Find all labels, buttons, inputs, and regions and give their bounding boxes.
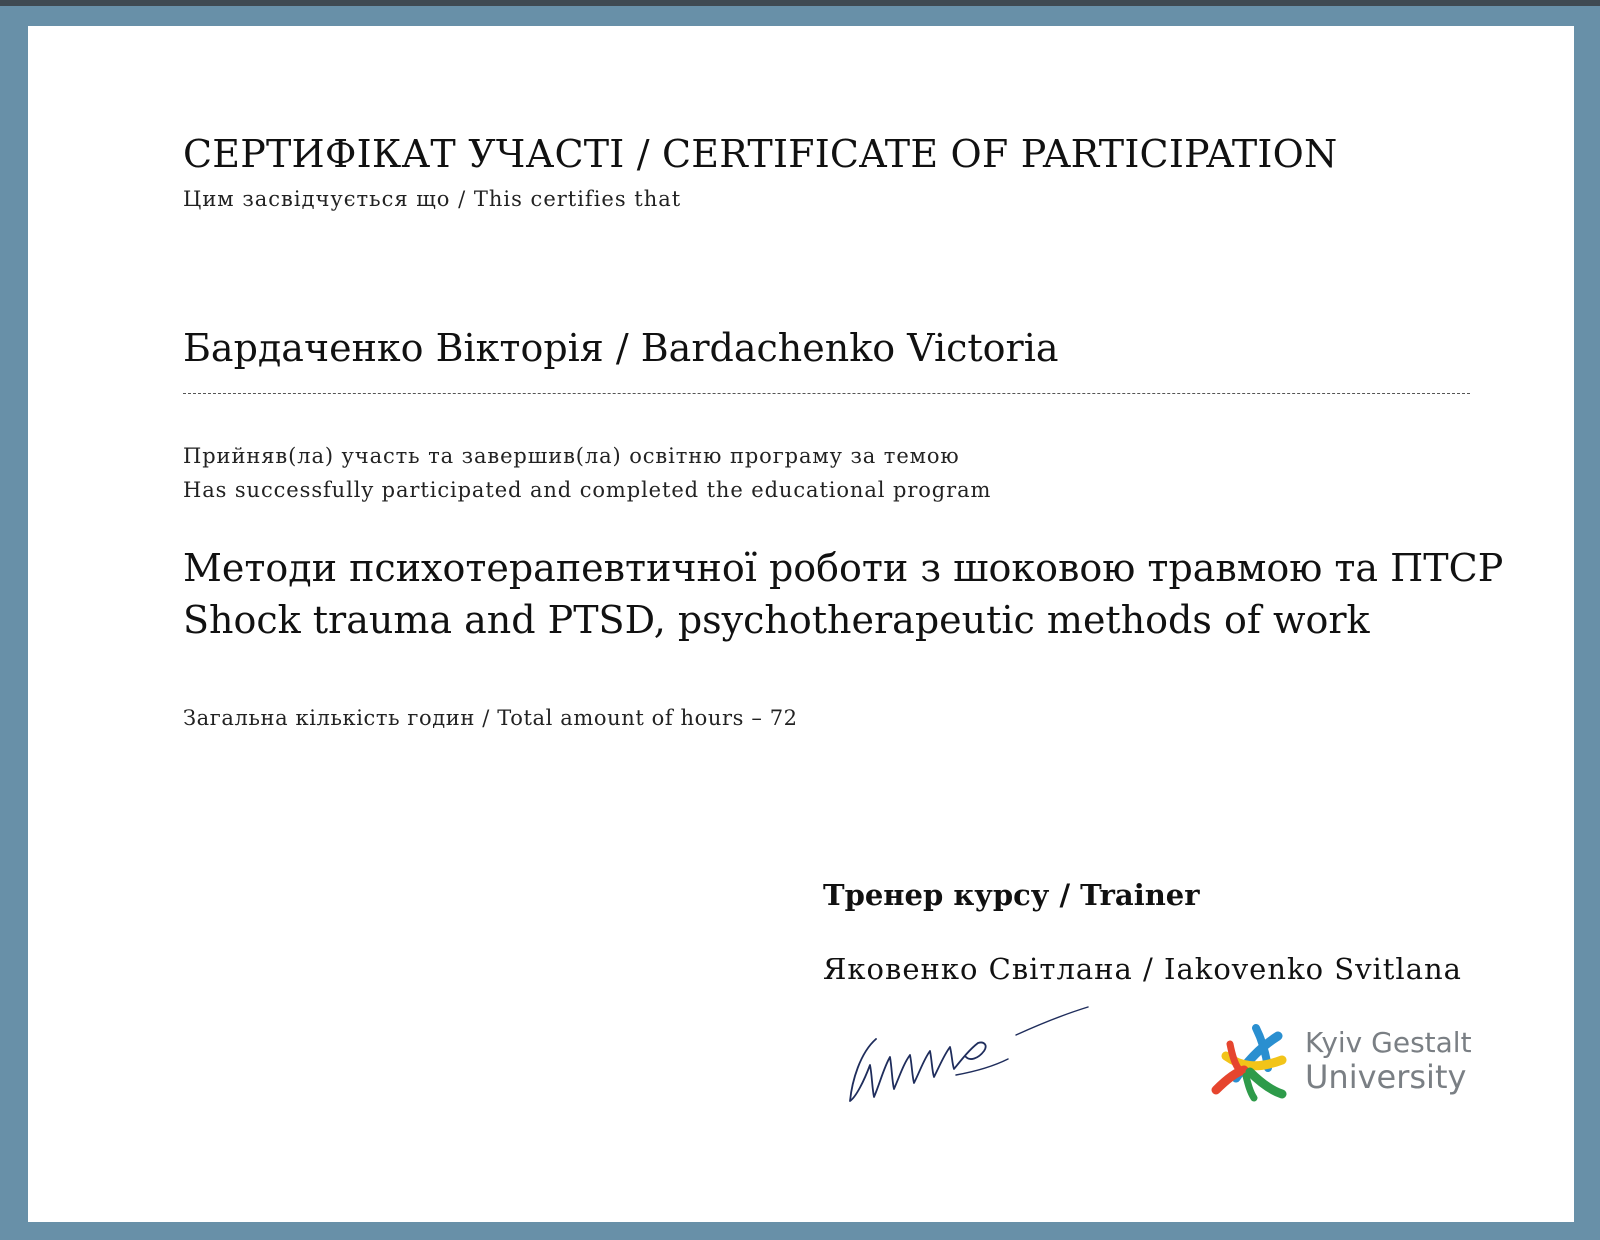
logo-text-line2: University xyxy=(1305,1058,1467,1096)
completion-statement-uk: Прийняв(ла) участь та завершив(ла) освітню програму за темою xyxy=(183,444,960,468)
logo-text-line1: Kyiv Gestalt xyxy=(1305,1026,1472,1059)
certificate-title: СЕРТИФІКАТ УЧАСТІ / CERTIFICATE OF PARTICIPATION xyxy=(183,132,1338,176)
trainer-heading: Тренер курсу / Trainer xyxy=(823,878,1200,912)
university-logo-icon xyxy=(1210,1020,1300,1104)
certificate-page xyxy=(28,26,1574,1222)
name-underline-divider xyxy=(183,393,1470,394)
recipient-name: Бардаченко Вікторія / Bardachenko Victoria xyxy=(183,326,1059,370)
certifies-that-text: Цим засвідчується що / This certifies that xyxy=(183,187,682,211)
trainer-name: Яковенко Світлана / Iakovenko Svitlana xyxy=(823,952,1462,986)
completion-statement-en: Has successfully participated and completed the educational program xyxy=(183,478,992,502)
kyiv-gestalt-university-logo xyxy=(1210,1020,1470,1104)
trainer-signature xyxy=(838,1001,1098,1116)
logo-wordmark xyxy=(1305,1026,1472,1094)
program-title-uk: Методи психотерапевтичної роботи з шоковою травмою та ПТСР xyxy=(183,546,1504,590)
window-top-strip xyxy=(0,0,1600,6)
total-hours: Загальна кількість годин / Total amount of hours – 72 xyxy=(183,706,798,730)
program-title-en: Shock trauma and PTSD, psychotherapeutic methods of work xyxy=(183,598,1370,642)
